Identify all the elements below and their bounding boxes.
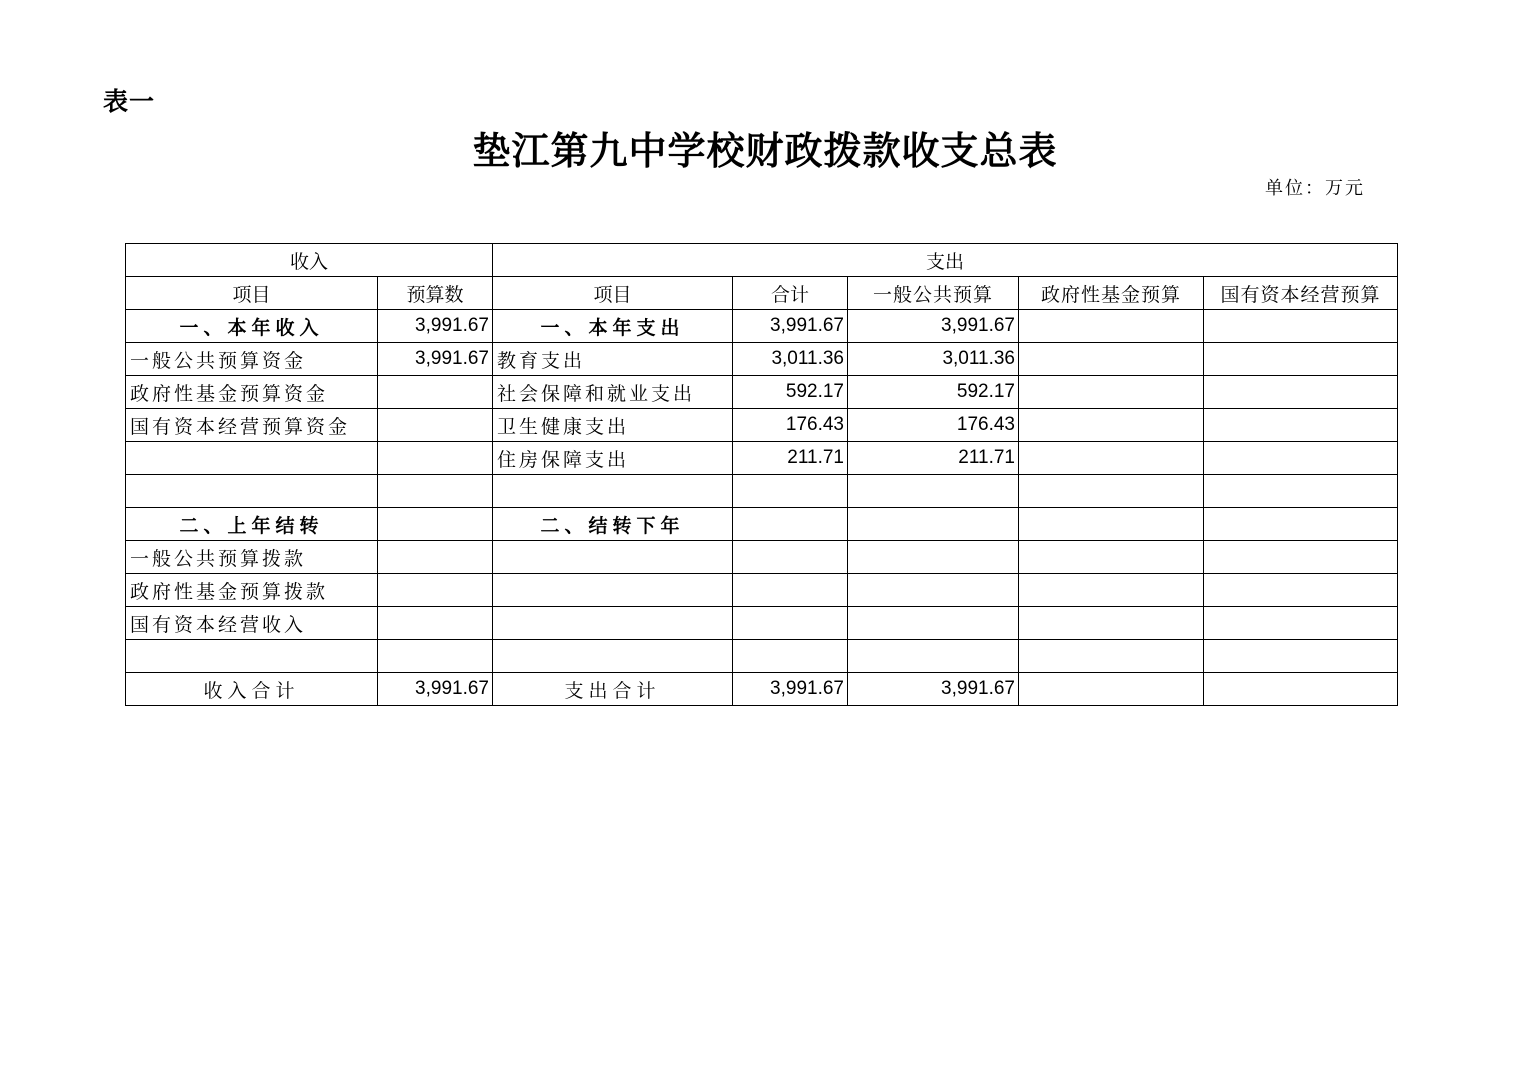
cell-general-public bbox=[848, 508, 1019, 541]
cell-gov-fund bbox=[1019, 640, 1204, 673]
cell-general-public bbox=[848, 607, 1019, 640]
cell-expense-item: 卫生健康支出 bbox=[493, 409, 733, 442]
cell-expense-item bbox=[493, 475, 733, 508]
cell-expense-item: 社会保障和就业支出 bbox=[493, 376, 733, 409]
cell-gov-fund bbox=[1019, 376, 1204, 409]
cell-gov-fund bbox=[1019, 508, 1204, 541]
cell-income-amount bbox=[378, 475, 493, 508]
cell-expense-total bbox=[733, 640, 848, 673]
cell-income-amount bbox=[378, 376, 493, 409]
cell-state-capital bbox=[1204, 442, 1398, 475]
cell-income-item: 政府性基金预算拨款 bbox=[126, 574, 378, 607]
cell-state-capital bbox=[1204, 640, 1398, 673]
cell-state-capital bbox=[1204, 343, 1398, 376]
cell-expense-total: 3,991.67 bbox=[733, 310, 848, 343]
table-row bbox=[126, 442, 1398, 475]
cell-gov-fund bbox=[1019, 574, 1204, 607]
table-row bbox=[126, 343, 1398, 376]
table-row bbox=[126, 574, 1398, 607]
income-expense-table bbox=[125, 243, 1398, 706]
cell-expense-item bbox=[493, 607, 733, 640]
table-row bbox=[126, 607, 1398, 640]
cell-general-public: 592.17 bbox=[848, 376, 1019, 409]
cell-gov-fund bbox=[1019, 343, 1204, 376]
cell-expense-total: 176.43 bbox=[733, 409, 848, 442]
cell-gov-fund bbox=[1019, 442, 1204, 475]
cell-expense-item bbox=[493, 541, 733, 574]
column-header-row bbox=[126, 277, 1398, 310]
cell-expense-item: 教育支出 bbox=[493, 343, 733, 376]
cell-income-item: 国有资本经营收入 bbox=[126, 607, 378, 640]
cell-income-amount bbox=[378, 409, 493, 442]
cell-income-total-label: 收入合计 bbox=[126, 673, 378, 706]
unit-label: 单位：万元 bbox=[1265, 178, 1365, 199]
cell-income-item: 一般公共预算资金 bbox=[126, 343, 378, 376]
col-header-gov-fund-budget: 政府性基金预算 bbox=[1019, 277, 1204, 310]
table-row bbox=[126, 640, 1398, 673]
cell-general-public: 3,011.36 bbox=[848, 343, 1019, 376]
cell-income-amount bbox=[378, 574, 493, 607]
cell-expense-grand-total: 3,991.67 bbox=[733, 673, 848, 706]
cell-expense-total: 211.71 bbox=[733, 442, 848, 475]
cell-general-public bbox=[848, 541, 1019, 574]
cell-income-amount bbox=[378, 607, 493, 640]
cell-gov-fund bbox=[1019, 673, 1204, 706]
cell-general-public: 3,991.67 bbox=[848, 310, 1019, 343]
cell-general-public bbox=[848, 574, 1019, 607]
cell-expense-item: 住房保障支出 bbox=[493, 442, 733, 475]
totals-row bbox=[126, 673, 1398, 706]
cell-gov-fund bbox=[1019, 475, 1204, 508]
cell-expense-total: 3,011.36 bbox=[733, 343, 848, 376]
cell-income-item bbox=[126, 475, 378, 508]
cell-income-amount bbox=[378, 442, 493, 475]
cell-expense-total bbox=[733, 541, 848, 574]
cell-state-capital bbox=[1204, 508, 1398, 541]
cell-income-amount bbox=[378, 508, 493, 541]
cell-expense-item bbox=[493, 574, 733, 607]
cell-state-capital bbox=[1204, 475, 1398, 508]
cell-income-item: 一、本年收入 bbox=[126, 310, 378, 343]
cell-state-capital bbox=[1204, 673, 1398, 706]
col-header-total: 合计 bbox=[733, 277, 848, 310]
cell-expense-total bbox=[733, 607, 848, 640]
cell-income-item: 二、上年结转 bbox=[126, 508, 378, 541]
income-section-header: 收入 bbox=[126, 244, 493, 277]
cell-expense-total bbox=[733, 475, 848, 508]
cell-income-item bbox=[126, 442, 378, 475]
col-header-income-item: 项目 bbox=[126, 277, 378, 310]
cell-general-public: 3,991.67 bbox=[848, 673, 1019, 706]
col-header-general-public-budget: 一般公共预算 bbox=[848, 277, 1019, 310]
table-row bbox=[126, 310, 1398, 343]
cell-income-amount: 3,991.67 bbox=[378, 310, 493, 343]
cell-gov-fund bbox=[1019, 607, 1204, 640]
cell-income-item: 国有资本经营预算资金 bbox=[126, 409, 378, 442]
cell-state-capital bbox=[1204, 574, 1398, 607]
table-number-label: 表一 bbox=[103, 87, 156, 116]
cell-expense-total: 592.17 bbox=[733, 376, 848, 409]
cell-income-item: 政府性基金预算资金 bbox=[126, 376, 378, 409]
cell-income-amount: 3,991.67 bbox=[378, 343, 493, 376]
table-row bbox=[126, 475, 1398, 508]
col-header-state-capital-budget: 国有资本经营预算 bbox=[1204, 277, 1398, 310]
table-row bbox=[126, 541, 1398, 574]
section-header-row bbox=[126, 244, 1398, 277]
cell-gov-fund bbox=[1019, 310, 1204, 343]
cell-income-amount bbox=[378, 640, 493, 673]
cell-expense-item bbox=[493, 640, 733, 673]
col-header-income-budget: 预算数 bbox=[378, 277, 493, 310]
cell-expense-total-label: 支出合计 bbox=[493, 673, 733, 706]
cell-state-capital bbox=[1204, 541, 1398, 574]
cell-expense-total bbox=[733, 574, 848, 607]
cell-gov-fund bbox=[1019, 409, 1204, 442]
cell-income-total-amount: 3,991.67 bbox=[378, 673, 493, 706]
cell-expense-item: 二、结转下年 bbox=[493, 508, 733, 541]
expense-section-header: 支出 bbox=[493, 244, 1398, 277]
cell-expense-item: 一、本年支出 bbox=[493, 310, 733, 343]
cell-state-capital bbox=[1204, 310, 1398, 343]
table-row bbox=[126, 409, 1398, 442]
col-header-expense-item: 项目 bbox=[493, 277, 733, 310]
cell-gov-fund bbox=[1019, 541, 1204, 574]
cell-state-capital bbox=[1204, 409, 1398, 442]
cell-expense-total bbox=[733, 508, 848, 541]
cell-general-public bbox=[848, 475, 1019, 508]
cell-income-item: 一般公共预算拨款 bbox=[126, 541, 378, 574]
cell-income-amount bbox=[378, 541, 493, 574]
table-row bbox=[126, 508, 1398, 541]
cell-state-capital bbox=[1204, 607, 1398, 640]
document-title: 垫江第九中学校财政拨款收支总表 bbox=[472, 128, 1058, 173]
cell-income-item bbox=[126, 640, 378, 673]
cell-general-public: 176.43 bbox=[848, 409, 1019, 442]
cell-general-public bbox=[848, 640, 1019, 673]
cell-state-capital bbox=[1204, 376, 1398, 409]
table-row bbox=[126, 376, 1398, 409]
cell-general-public: 211.71 bbox=[848, 442, 1019, 475]
